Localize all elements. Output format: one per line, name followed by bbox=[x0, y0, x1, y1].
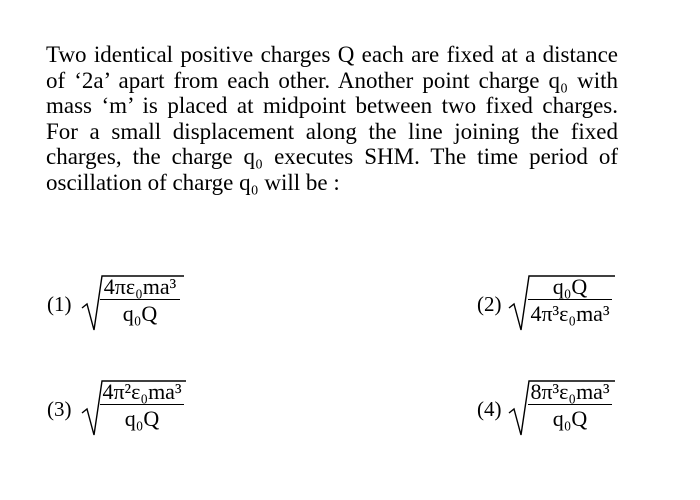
option-2-label: (2) bbox=[477, 292, 502, 316]
option-2-fraction bbox=[528, 275, 612, 326]
option-1-fraction bbox=[100, 275, 180, 326]
option-1-denominator: q₀Q bbox=[100, 299, 180, 326]
option-3-numerator: 4π²ε₀ma³ bbox=[102, 379, 182, 404]
question-text: Two identical positive charges Q each are fixed at a distance of ‘2a’ apart from each other. Another point charge q₀ with mass ‘m’ is placed at midpoint between two fixed charges. For a small displacement along the line joining the fixed charges, the charge q₀ executes SHM. The time period of oscillation of charge q₀ will be : bbox=[46, 42, 618, 195]
option-3-fraction bbox=[100, 380, 184, 431]
option-3-denominator: q₀Q bbox=[100, 404, 184, 431]
option-3-label: (3) bbox=[47, 397, 72, 421]
option-2-numerator: q₀Q bbox=[552, 274, 588, 299]
option-1-numerator: 4πε₀ma³ bbox=[103, 274, 177, 299]
option-4-denominator: q₀Q bbox=[528, 404, 612, 431]
option-1-label: (1) bbox=[47, 292, 72, 316]
option-2-denominator: 4π³ε₀ma³ bbox=[528, 299, 612, 326]
option-4-numerator: 8π³ε₀ma³ bbox=[530, 379, 610, 404]
option-4-label: (4) bbox=[477, 397, 502, 421]
option-4-fraction bbox=[528, 380, 612, 431]
